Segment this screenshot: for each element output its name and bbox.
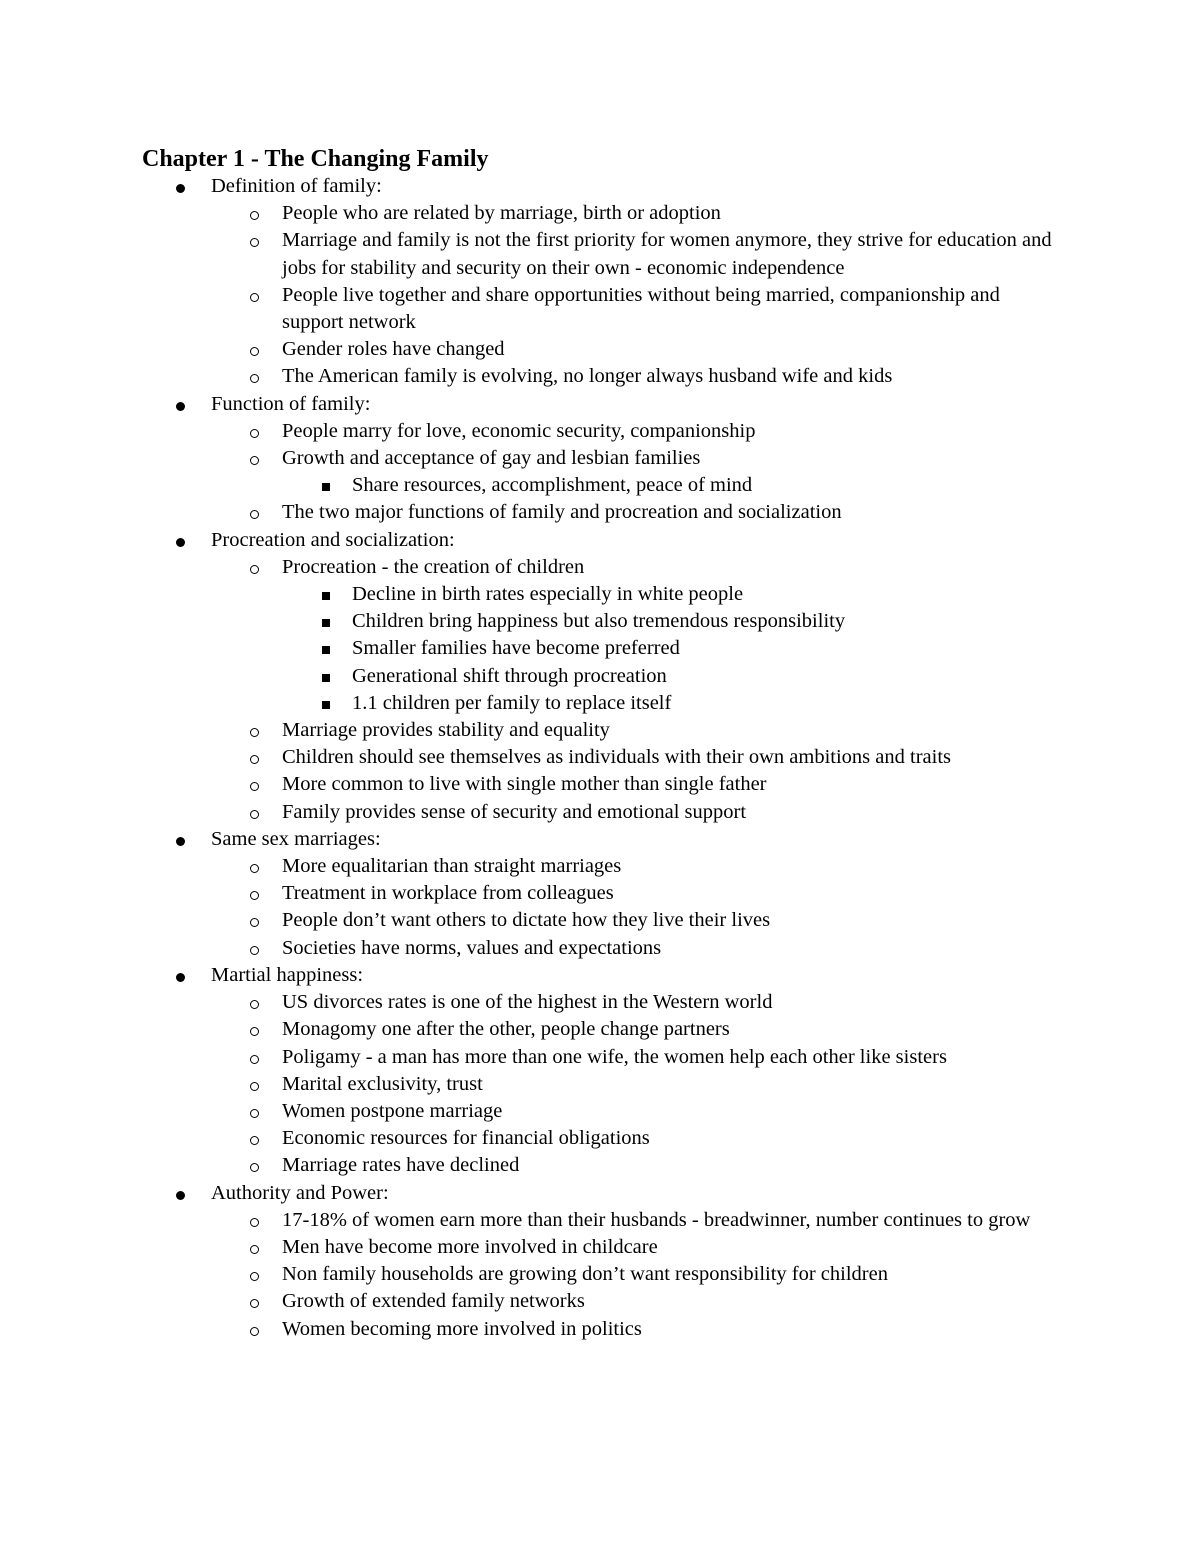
bullet-item: Definition of family:: [0, 173, 1071, 200]
sub-bullet-item: Marital exclusivity, trust: [0, 1071, 1062, 1098]
bullet-item: Function of family:: [0, 391, 1071, 418]
sub-bullet-item: Growth of extended family networks: [0, 1288, 1062, 1315]
sub-bullet-item: Marriage rates have declined: [0, 1152, 1062, 1179]
sub-bullet-item: Marriage provides stability and equality: [0, 717, 1062, 744]
sub-sub-bullet-item: Decline in birth rates especially in white people: [0, 581, 1072, 608]
page-title: Chapter 1 - The Changing Family: [142, 146, 489, 172]
sub-bullet-item: People live together and share opportunities without being married, companionship and support network: [0, 282, 1062, 336]
sub-sub-bullet-item: 1.1 children per family to replace itself: [0, 690, 1072, 717]
sub-bullet-item: 17-18% of women earn more than their husbands - breadwinner, number continues to grow: [0, 1207, 1062, 1234]
sub-bullet-item: Gender roles have changed: [0, 336, 1062, 363]
sub-bullet-item: US divorces rates is one of the highest in the Western world: [0, 989, 1062, 1016]
sub-bullet-item: People marry for love, economic security, companionship: [0, 418, 1062, 445]
bullet-item: Martial happiness:: [0, 962, 1071, 989]
sub-bullet-item: More equalitarian than straight marriages: [0, 853, 1062, 880]
sub-bullet-item: Women postpone marriage: [0, 1098, 1062, 1125]
sub-bullet-item: Children should see themselves as individuals with their own ambitions and traits: [0, 744, 1062, 771]
sub-bullet-item: People who are related by marriage, birth or adoption: [0, 200, 1062, 227]
sub-bullet-item: Family provides sense of security and emotional support: [0, 799, 1062, 826]
sub-bullet-item: Non family households are growing don’t want responsibility for children: [0, 1261, 1062, 1288]
sub-sub-bullet-item: Generational shift through procreation: [0, 663, 1072, 690]
sub-bullet-item: Women becoming more involved in politics: [0, 1316, 1062, 1343]
sub-bullet-item: Poligamy - a man has more than one wife, the women help each other like sisters: [0, 1044, 1062, 1071]
sub-bullet-item: Men have become more involved in childcare: [0, 1234, 1062, 1261]
sub-sub-bullet-item: Children bring happiness but also tremendous responsibility: [0, 608, 1072, 635]
bullet-outline: [0, 173, 1200, 1343]
sub-bullet-item: Growth and acceptance of gay and lesbian families: [0, 445, 1062, 472]
sub-bullet-item: The two major functions of family and procreation and socialization: [0, 499, 1062, 526]
sub-bullet-item: Treatment in workplace from colleagues: [0, 880, 1062, 907]
sub-sub-bullet-item: Share resources, accomplishment, peace of mind: [0, 472, 1072, 499]
sub-bullet-item: Societies have norms, values and expectations: [0, 935, 1062, 962]
sub-bullet-item: Monagomy one after the other, people change partners: [0, 1016, 1062, 1043]
sub-sub-bullet-item: Smaller families have become preferred: [0, 635, 1072, 662]
sub-bullet-item: Procreation - the creation of children: [0, 554, 1062, 581]
sub-bullet-item: Economic resources for financial obligations: [0, 1125, 1062, 1152]
bullet-item: Authority and Power:: [0, 1180, 1071, 1207]
bullet-item: Same sex marriages:: [0, 826, 1071, 853]
sub-bullet-item: More common to live with single mother than single father: [0, 771, 1062, 798]
sub-bullet-item: People don’t want others to dictate how they live their lives: [0, 907, 1062, 934]
sub-bullet-item: Marriage and family is not the first priority for women anymore, they strive for education and jobs for stability and security on their own - economic independence: [0, 227, 1062, 281]
bullet-item: Procreation and socialization:: [0, 527, 1071, 554]
sub-bullet-item: The American family is evolving, no longer always husband wife and kids: [0, 363, 1062, 390]
